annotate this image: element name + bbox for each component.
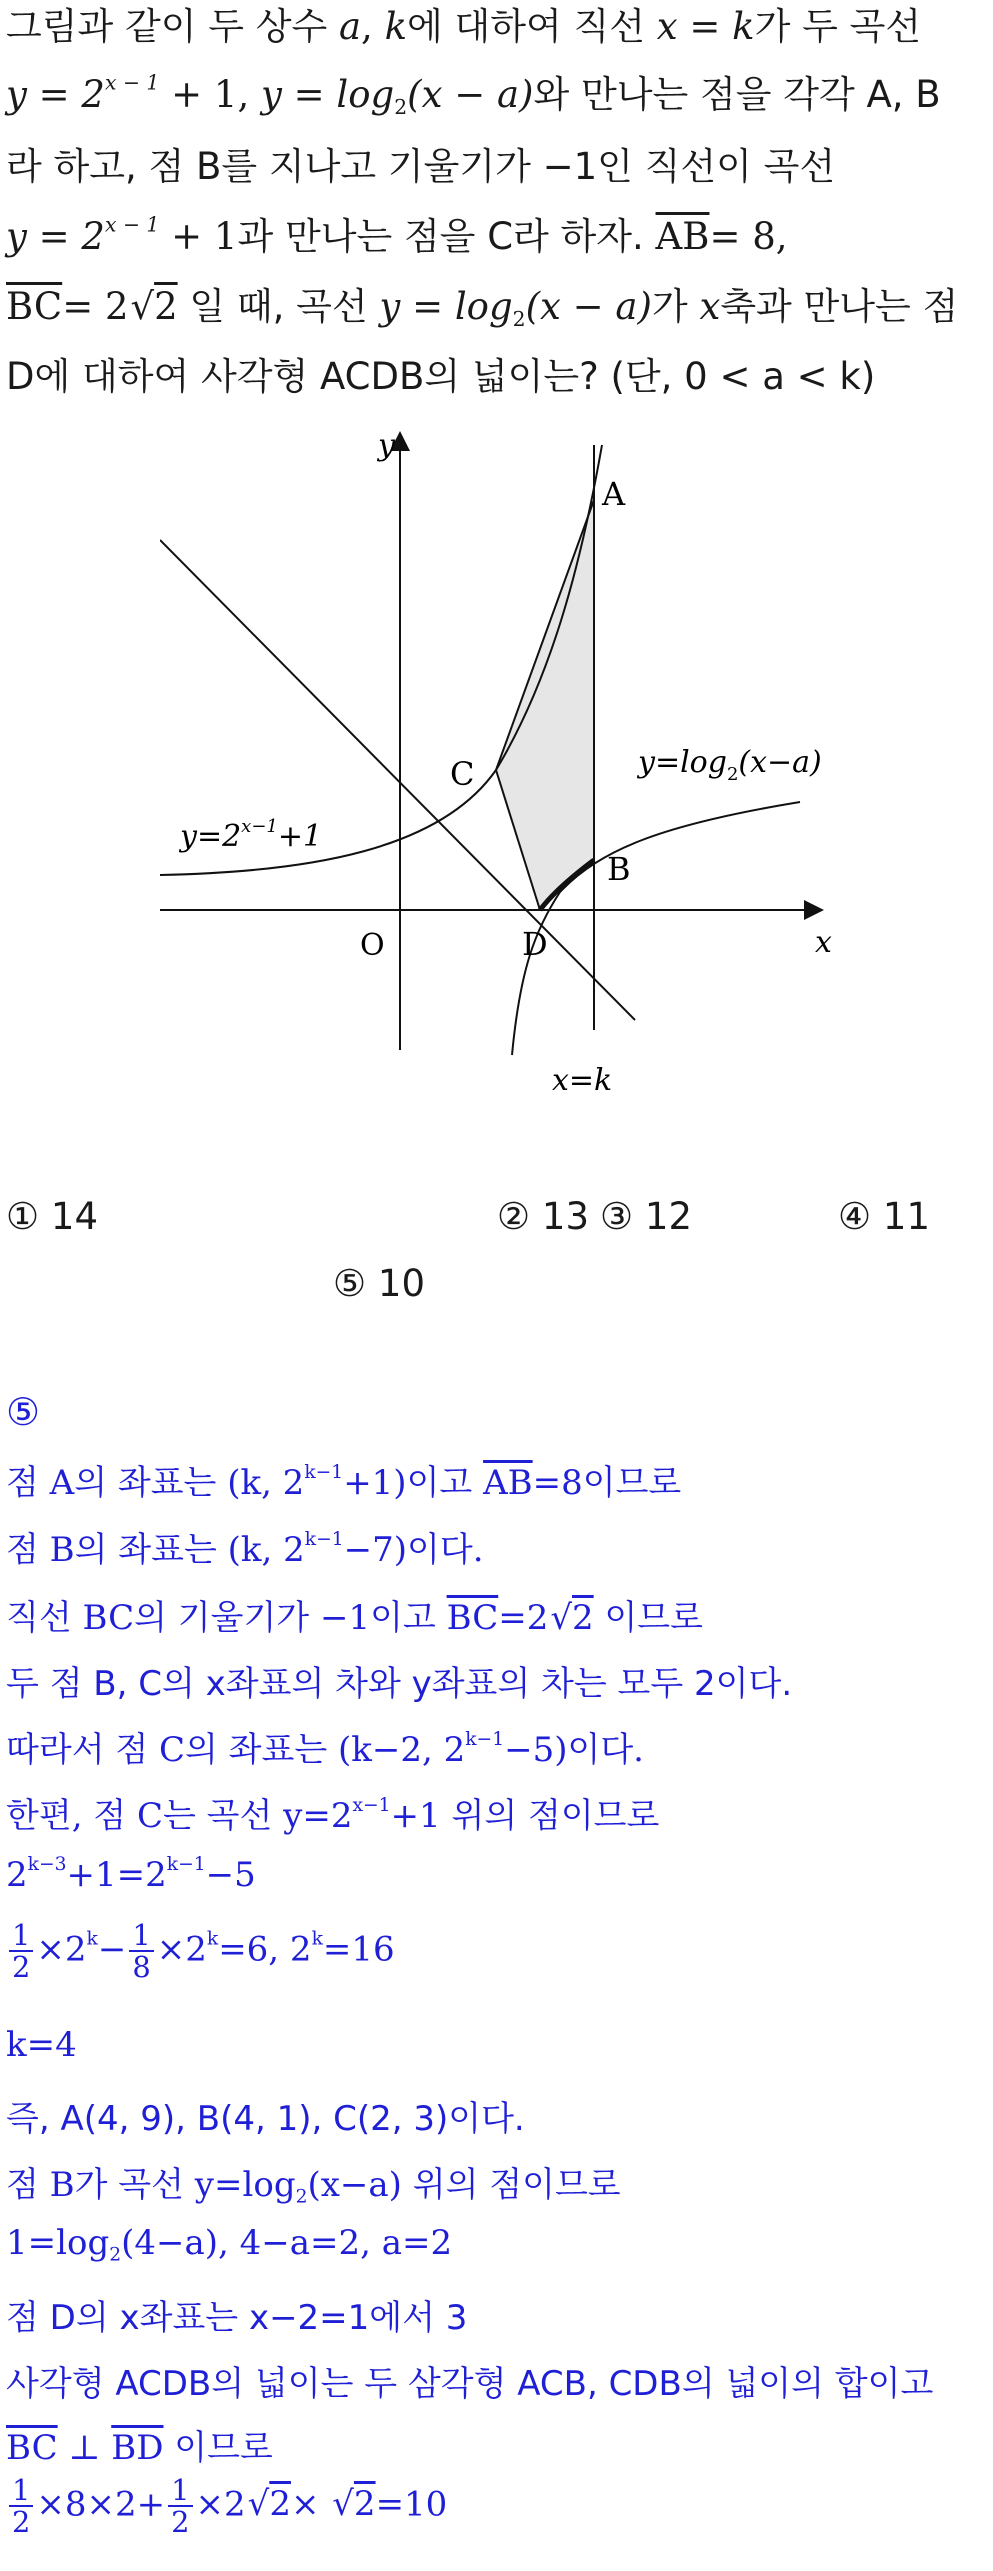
text: 그림과 같이 두 상수 [6,5,339,48]
text: +1)이고 [343,1463,484,1503]
segment-ab: $\overline{AB}$ [483,1463,533,1503]
text: 가 두 곡선 [754,5,922,48]
solution-line-13: 점 D의 x좌표는 x−2=1에서 3 [6,2298,468,2338]
text: =8이므로 [532,1463,682,1503]
exponent: k−1 [465,1729,505,1751]
radicand: 2 [154,285,178,328]
fraction [168,2475,192,2538]
solution-line-14: 사각형 ACDB의 넓이는 두 삼각형 ACB, CDB의 넓이의 합이고 [6,2364,934,2404]
text: = 2 [62,285,129,328]
text: 직선 BC의 기울기가 −1이고 [6,1598,447,1638]
segment-bc: $\overline{BC}$ [6,2428,58,2468]
axis-label-y: y [378,430,395,463]
origin-label: O [360,928,385,963]
text: 점 A의 좌표는 (k, 2 [6,1463,305,1503]
solution-line-9: k=4 [6,2025,77,2065]
text: ×2 [195,2484,246,2525]
solution-line-3 [6,1590,703,1639]
text: ×8×2+ [36,2484,166,2525]
segment-bc: $\overline{BC}$ [446,1598,499,1638]
text: , [361,5,385,48]
segment-ab: $\overline{AB}$ [655,215,710,258]
log-base: 2 [512,307,526,332]
solution-line-8 [6,1920,395,1983]
exponent: k−1 [304,1529,344,1551]
text: 1=log [6,2223,110,2263]
denominator: 2 [12,2505,31,2540]
choice-2[interactable]: ② 13 [497,1195,590,1238]
log-arg: (x − a) [407,73,534,116]
solution-line-16 [6,2475,447,2538]
text: =10 [375,2484,448,2525]
text: 축과 만나는 점 [720,285,959,328]
perp-symbol: ⊥ [57,2428,112,2468]
curve1-label: $y=2^{x-1}+1$ [180,816,323,854]
text: 라 하고, 점 B를 지나고 기울기가 −1인 직선이 곡선 [6,145,836,188]
log-base: 2 [295,2186,308,2208]
text: 2 [6,1855,28,1895]
text: + 1, [159,73,261,116]
solution-line-7 [6,1855,256,1895]
question-line-6 [6,346,875,400]
text: (4−a), 4−a=2, a=2 [121,2223,453,2263]
solution-line-10: 즉, A(4, 9), B(4, 1), C(2, 3)이다. [6,2099,525,2139]
curve1-eq: y = 2 [6,73,105,116]
question-line-2 [6,64,941,118]
exponent: k−1 [304,1462,344,1484]
sqrt: √2 [247,2484,291,2525]
text: +1=2 [66,1855,167,1895]
segment-bd: $\overline{BD}$ [111,2428,164,2468]
question-line-4 [6,206,788,260]
exponent: k [206,1928,219,1950]
point-label-a: A [602,475,626,513]
denominator: 8 [132,1950,151,1985]
log-base: 2 [394,95,408,120]
text: =2 [498,1598,549,1638]
question-line-5 [6,276,958,330]
denominator: 2 [12,1950,31,1985]
numerator: 1 [9,1920,33,1952]
radicand: 2 [353,2484,376,2525]
text: +1 위의 점이므로 [390,1796,660,1836]
log-arg: (x − a) [525,285,652,328]
graph-figure [160,430,920,1090]
curve1-exp: x − 1 [104,212,160,237]
numerator: 1 [129,1920,153,1952]
var-a: a [338,5,362,48]
line-label-x-eq-k: x=k [552,1063,613,1090]
text: + 1 [159,215,238,258]
text: 일 때, 곡선 [177,285,380,328]
text: 따라서 점 C의 좌표는 (k−2, 2 [6,1730,466,1770]
equation-x-eq-k: x = k [656,5,755,48]
solution-line-11 [6,2157,621,2206]
point-label-b: B [607,850,631,888]
curve1-eq: y = 2 [6,215,105,258]
text: 점 B가 곡선 y=log [6,2165,296,2205]
solution-line-4: 두 점 B, C의 x좌표의 차와 y좌표의 차는 모두 2이다. [6,1664,793,1704]
choice-3[interactable]: ③ 12 [600,1195,693,1238]
text: −5)이다. [504,1730,644,1770]
text: =16 [322,1929,395,1970]
radicand: 2 [269,2484,291,2525]
curve2-label: $y=\log_2(x-a)$ [638,745,822,785]
exponent: x−1 [352,1795,391,1817]
segment-bc: $\overline{BC}$ [6,285,63,328]
shaded-region [496,500,594,910]
solution-line-12 [6,2223,453,2266]
numerator: 1 [168,2475,192,2507]
text: 한편, 점 C는 곡선 y=2 [6,1796,353,1836]
exponent: k−1 [166,1854,206,1876]
question-line-1 [6,0,921,50]
text: ×2 [36,1929,87,1970]
exponent: k [86,1928,98,1950]
choice-5[interactable]: ⑤ 10 [333,1262,426,1305]
text: 와 만나는 점을 각각 A, B [533,73,941,116]
solution-line-5 [6,1722,644,1771]
text: −7)이다. [343,1530,484,1570]
denominator: 2 [171,2505,190,2540]
solution-line-6 [6,1788,659,1837]
text: 점 B의 좌표는 (k, 2 [6,1530,305,1570]
text: D에 대하여 사각형 ACDB의 넓이는? (단, 0 < a < k) [6,355,876,398]
fraction [129,1920,153,1983]
choice-1[interactable]: ① 14 [6,1195,99,1238]
sqrt: √2 [550,1598,594,1638]
point-label-c: C [450,755,475,793]
solution-line-1 [6,1455,681,1504]
sqrt: √2 [130,285,178,328]
curve2-eq: y = log [379,285,513,328]
text: 에 대하여 직선 [407,5,657,48]
fraction [9,1920,33,1983]
var-x: x [699,285,721,328]
text: ×2 [156,1929,207,1970]
point-label-d: D [522,925,548,963]
fraction [9,2475,33,2538]
text: =6, 2 [218,1929,312,1970]
text: 가 [651,285,700,328]
solution-line-15 [6,2420,273,2469]
solution-line-2 [6,1522,484,1571]
var-k: k [384,5,407,48]
text: −5 [205,1855,256,1895]
curve1-exp: x − 1 [104,70,160,95]
radicand: 2 [572,1598,594,1638]
answer-mark: ⑤ [6,1390,41,1434]
text: 이므로 [593,1598,703,1638]
curve2-eq: y = log [260,73,395,116]
exponent: k [311,1928,323,1950]
sqrt: √2 [332,2484,376,2525]
text: 이므로 [163,2428,273,2468]
text: (x−a) 위의 점이므로 [307,2165,621,2205]
numerator: 1 [9,2475,33,2507]
text: − [97,1929,127,1970]
text: = 8, [709,215,788,258]
question-line-3 [6,136,835,190]
axis-label-x: x [815,925,832,960]
log-base: 2 [109,2244,122,2266]
choice-4[interactable]: ④ 11 [838,1195,931,1238]
exponent: k−3 [27,1854,67,1876]
text: × [290,2484,331,2525]
text: 과 만나는 점을 C라 하자. [237,215,656,258]
